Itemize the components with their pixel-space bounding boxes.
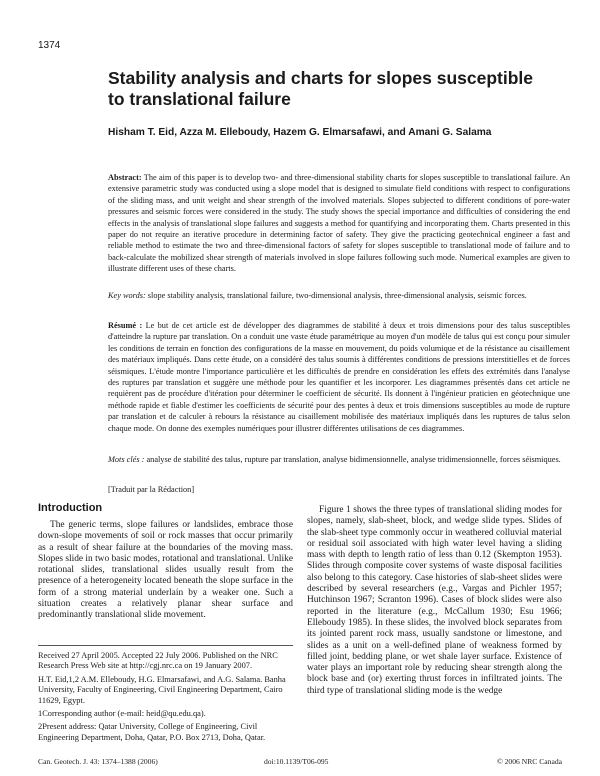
mots-cles-block <box>108 454 570 465</box>
intro-paragraph-2: Figure 1 shows the three types of translational sliding modes for slopes, namely, slab-sheet, block, and wedge slide types. Slides of the slab-sheet type commonly occur in weathered colluvial material or residual soil associated with high water level having a sliding mass with depth to length ratio of less than 0.12 (Skempton 1953). Slides through composite cover systems of waste disposal facilities also belong to this category. Case histories of slab-sheet slides were described by several researchers (e.g., Vargas and Pichler 1957; Hutchinson 1967; Scranton 1996). Cases of block slides were also reported in the literature (e.g., McCallum 1930; Esu 1966; Elleboudy 1985). In these slides, the involved block separates from its jointed parent rock mass, usually sandstone or limestone, and slides as a unit on a well-defined plane of weakness formed by filled joint, bedding plane, or wet shale layer surface. Existence of water plays an important role by reducing shear strength along the block base and (or) exerting thrust forces in infiltrated joints. The third type of translational sliding mode is the wedge <box>307 505 562 696</box>
keywords-text: slope stability analysis, translational failure, two-dimensional analysis, three-dimensional analysis, seismic forces. <box>147 291 527 300</box>
mots-cles-text: analyse de stabilité des talus, rupture par translation, analyse bidimensionnelle, analyse tridimensionnelle, forces séismiques. <box>146 455 561 464</box>
author-affiliation: H.T. Eid,1,2 A.M. Elleboudy, H.G. Elmarsafawi, and A.G. Salama. Banha University, Faculty of Engineering, Civil Engineering Department, Cairo 11629, Egypt. <box>38 674 286 705</box>
doi-link[interactable]: doi:10.1139/T06-095 <box>264 757 329 766</box>
page-number: 1374 <box>38 40 61 51</box>
resume-text: Le but de cet article est de développer des diagrammes de stabilité à deux et trois dimensions pour des talus susceptibles d'atteindre la rupture par translation. On a conduit une vaste étude paramétrique au moyen d'un modèle de talus qui est conçu pour simuler les conditions de terrain en fonction des configurations de la masse en mouvement, du poids volumique et de la résistance au cisaillement des matériaux impliqués. Dans cette étude, on a considéré des talus soumis à différentes conditions de pressions interstitielles et de forces séismiques. L'étude montre l'importance particulière et les difficultés de prendre en considération les effets des extrémités dans l'analyse des ruptures par translation et suggère une méthode pour les quantifier et les incorporer. Les diagrammes présentés dans cet article ne requièrent pas de procédure d'itération pour déterminer le coefficient de sécurité. Ils donnent à l'ingénieur praticien en géotechnique une méthode rapide et fiable d'estimer les coefficients de sécurité pour des pentes à deux et trois dimensions susceptibles au mode de rupture par translation et de calculer à rebours la résistance au cisaillement mobilisée des matériaux impliqués dans les ruptures de talus selon chaque mode. On donne des exemples numériques pour illustrer différentes utilisations de ces diagrammes. <box>108 321 570 433</box>
right-column <box>307 502 562 697</box>
copyright-notice: © 2006 NRC Canada <box>496 757 562 766</box>
resume-label: Résumé : <box>108 321 143 330</box>
paper-title: Stability analysis and charts for slopes susceptible to translational failure <box>108 68 534 109</box>
received-note: Received 27 April 2005. Accepted 22 July 2006. Published on the NRC Research Press Web site at http://cgj.nrc.ca on 19 January 2007. <box>38 651 278 671</box>
intro-paragraph-1: The generic terms, slope failures or landslides, embrace those down-slope movements of soil or rock masses that occur primarily as a result of shear failure at the boundaries of the moving mass. Slopes slide in two basic modes, rotational and translational. Unlike rotational slides, translational slides usually result from the presence of a heterogeneity located beneath the slope surface in the form of a strong material underlain by a weaker one. Such a situation creates a relatively planar shear surface and predominantly translational slide movement. <box>38 520 293 621</box>
present-address-note: 2Present address: Qatar University, College of Engineering, Civil Engineering Department, Doha, Qatar, P.O. Box 2713, Doha, Qatar. <box>38 722 266 742</box>
author-list: Hisham T. Eid, Azza M. Elleboudy, Hazem G. Elmarsafawi, and Amani G. Salama <box>108 127 492 138</box>
keywords-label: Key words: <box>108 291 146 300</box>
resume-block <box>108 320 570 434</box>
footnote-box <box>38 645 293 746</box>
abstract-text: The aim of this paper is to develop two- and three-dimensional stability charts for slopes susceptible to translational failure. An extensive parametric study was conducted using a slope model that is designed to simulate field conditions with respect to configurations of the sliding mass, and unit weight and shear strength of the involved materials. Slopes subjected to different conditions of pore-water pressures and seismic forces were considered in the study. The study shows the special importance and difficulties of considering the end effects in the analysis of translational slope failures and suggests a method for quantifying and incorporating them. Charts presented in this paper do not require an iterative procedure in determining factor of safety. They give the practicing geotechnical engineer a fast and reliable method to estimate the two and three-dimensional factors of safety for slopes susceptible to translational mode of failure and to back-calculate the mobilized shear strength of materials involved in slope failures following such mode. Numerical examples are given to illustrate different uses of these charts. <box>108 173 570 274</box>
mots-cles-label: Mots clés : <box>108 455 145 464</box>
section-heading-introduction: Introduction <box>38 502 103 514</box>
translation-note: [Traduit par la Rédaction] <box>108 485 195 494</box>
corresponding-author-note: 1Corresponding author (e-mail: heid@qu.edu.qa). <box>38 709 206 719</box>
abstract-block <box>108 172 570 275</box>
abstract-label: Abstract: <box>108 173 142 182</box>
keywords-block <box>108 290 570 301</box>
journal-citation: Can. Geotech. J. 43: 1374–1388 (2006) <box>38 757 158 766</box>
